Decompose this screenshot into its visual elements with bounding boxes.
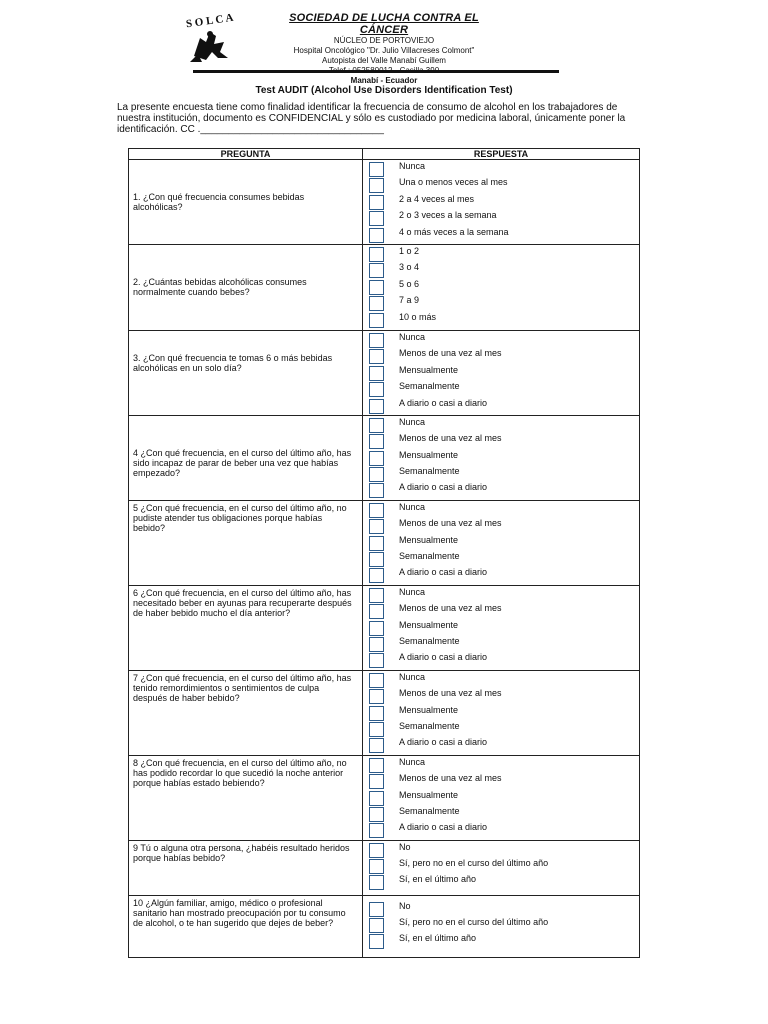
answer-checkbox[interactable] [369, 902, 384, 917]
answer-checkbox[interactable] [369, 178, 384, 193]
answer-label: Nunca [399, 586, 426, 597]
answer-checkbox[interactable] [369, 211, 384, 226]
answer-option [363, 722, 639, 738]
answer-label: Nunca [399, 416, 426, 427]
question-row [129, 244, 640, 330]
question-cell [129, 500, 363, 585]
org-name: SOCIEDAD DE LUCHA CONTRA EL CÁNCER [289, 12, 479, 36]
answer-option [363, 483, 639, 499]
answer-label: Sí, en el último año [399, 933, 477, 944]
answer-label: 7 a 9 [399, 295, 420, 306]
answer-label: Mensualmente [399, 704, 459, 715]
answer-option [363, 418, 639, 434]
answer-label: Semanalmente [399, 381, 460, 392]
question-row [129, 160, 640, 245]
answer-option [363, 902, 639, 918]
answer-checkbox[interactable] [369, 843, 384, 858]
answer-option [363, 859, 639, 875]
answer-label: No [399, 900, 411, 911]
answer-cell [363, 895, 640, 957]
answer-label: 10 o más [399, 311, 437, 322]
answer-option [363, 791, 639, 807]
answer-option [363, 552, 639, 568]
question-text: 7 ¿Con qué frecuencia, en el curso del último año, has tenido remordimientos o sentimientos de culpa después de haber bebido? [133, 672, 352, 703]
answer-label: A diario o casi a diario [399, 397, 488, 408]
answer-option [363, 195, 639, 211]
answer-option [363, 399, 639, 415]
answer-cell [363, 500, 640, 585]
answer-option [363, 366, 639, 382]
answer-label: 4 o más veces a la semana [399, 226, 509, 237]
answer-label: Nunca [399, 756, 426, 767]
answer-label: Semanalmente [399, 805, 460, 816]
question-cell [129, 840, 363, 895]
answer-checkbox[interactable] [369, 722, 384, 737]
answer-checkbox[interactable] [369, 519, 384, 534]
question-row [129, 840, 640, 895]
answer-checkbox[interactable] [369, 552, 384, 567]
answer-label: No [399, 841, 411, 852]
question-row [129, 755, 640, 840]
answer-checkbox[interactable] [369, 653, 384, 668]
answer-cell [363, 670, 640, 755]
answer-checkbox[interactable] [369, 296, 384, 311]
question-cell [129, 755, 363, 840]
answer-label: Mensualmente [399, 449, 459, 460]
answer-label: Semanalmente [399, 720, 460, 731]
answer-checkbox[interactable] [369, 918, 384, 933]
answer-checkbox[interactable] [369, 451, 384, 466]
question-text: 4 ¿Con qué frecuencia, en el curso del último año, has sido incapaz de parar de beber una vez que habías empezado? [133, 447, 352, 478]
answer-label: A diario o casi a diario [399, 822, 488, 833]
answer-label: Menos de una vez al mes [399, 433, 502, 444]
answer-checkbox[interactable] [369, 247, 384, 262]
answer-checkbox[interactable] [369, 483, 384, 498]
answer-option [363, 588, 639, 604]
answer-checkbox[interactable] [369, 503, 384, 518]
svg-text:S O L C A: S O L C A [185, 12, 235, 31]
answer-label: 2 o 3 veces a la semana [399, 210, 497, 221]
answer-checkbox[interactable] [369, 807, 384, 822]
answer-checkbox[interactable] [369, 823, 384, 838]
answer-label: Nunca [399, 161, 426, 171]
answer-checkbox[interactable] [369, 434, 384, 449]
answer-option [363, 568, 639, 584]
answer-option [363, 228, 639, 244]
answer-label: Menos de una vez al mes [399, 688, 502, 699]
answer-checkbox[interactable] [369, 588, 384, 603]
letterhead [270, 12, 498, 86]
answer-label: Sí, en el último año [399, 874, 477, 885]
header-divider [193, 70, 559, 73]
answer-label: A diario o casi a diario [399, 652, 488, 663]
answer-checkbox[interactable] [369, 859, 384, 874]
answer-checkbox[interactable] [369, 706, 384, 721]
question-cell [129, 670, 363, 755]
question-text: 1. ¿Con qué frecuencia consumes bebidas alcohólicas? [133, 192, 305, 212]
answer-checkbox[interactable] [369, 673, 384, 688]
question-cell [129, 585, 363, 670]
answer-checkbox[interactable] [369, 791, 384, 806]
answer-option [363, 333, 639, 349]
answer-option [363, 706, 639, 722]
answer-option [363, 604, 639, 620]
question-cell [129, 244, 363, 330]
answer-option [363, 738, 639, 754]
answer-checkbox[interactable] [369, 399, 384, 414]
question-row [129, 585, 640, 670]
answer-checkbox[interactable] [369, 313, 384, 328]
answer-cell [363, 755, 640, 840]
answer-label: A diario o casi a diario [399, 482, 488, 493]
question-cell [129, 895, 363, 957]
question-row [129, 330, 640, 415]
answer-label: 3 o 4 [399, 262, 420, 273]
question-row [129, 500, 640, 585]
answer-option [363, 162, 639, 178]
answer-label: Nunca [399, 501, 426, 512]
answer-checkbox[interactable] [369, 162, 384, 177]
answer-checkbox[interactable] [369, 467, 384, 482]
answer-label: A diario o casi a diario [399, 737, 488, 748]
answer-checkbox[interactable] [369, 774, 384, 789]
answer-label: Semanalmente [399, 635, 460, 646]
answer-option [363, 875, 639, 891]
answer-option [363, 823, 639, 839]
answer-checkbox[interactable] [369, 349, 384, 364]
answer-checkbox[interactable] [369, 536, 384, 551]
answer-option [363, 349, 639, 365]
question-text: 3. ¿Con qué frecuencia te tomas 6 o más bebidas alcohólicas en un solo día? [133, 352, 333, 373]
question-cell [129, 415, 363, 500]
question-cell [129, 330, 363, 415]
document-title: Test AUDIT (Alcohol Use Disorders Identification Test) [255, 85, 513, 96]
answer-option [363, 918, 639, 934]
answer-label: Mensualmente [399, 534, 459, 545]
answer-label: Menos de una vez al mes [399, 773, 502, 784]
answer-label: 5 o 6 [399, 278, 420, 289]
answer-label: Mensualmente [399, 619, 459, 630]
answer-label: Semanalmente [399, 551, 460, 562]
question-row [129, 415, 640, 500]
answer-label: Una o menos veces al mes [399, 177, 508, 188]
letterhead-location: Manabí - Ecuador [350, 76, 418, 85]
answer-option [363, 467, 639, 483]
answer-label: A diario o casi a diario [399, 567, 488, 578]
answer-option [363, 313, 639, 329]
answer-checkbox[interactable] [369, 195, 384, 210]
answer-checkbox[interactable] [369, 934, 384, 949]
answer-checkbox[interactable] [369, 366, 384, 381]
column-header-answer: RESPUESTA [363, 149, 640, 160]
question-text: 2. ¿Cuántas bebidas alcohólicas consumes normalmente cuando bebes? [133, 276, 307, 297]
answer-checkbox[interactable] [369, 333, 384, 348]
answer-option [363, 280, 639, 296]
answer-checkbox[interactable] [369, 604, 384, 619]
answer-cell [363, 244, 640, 330]
answer-cell [363, 585, 640, 670]
letterhead-line: Hospital Oncológico "Dr. Julio Villacreses Colmont" [293, 46, 475, 55]
answer-checkbox[interactable] [369, 280, 384, 295]
answer-label: Sí, pero no en el curso del último año [399, 917, 549, 928]
question-text: 5 ¿Con qué frecuencia, en el curso del último año, no pudiste atender tus obligaciones porque habías bebido? [133, 502, 347, 533]
answer-option [363, 296, 639, 312]
answer-checkbox[interactable] [369, 875, 384, 890]
answer-option [363, 934, 639, 950]
answer-option [363, 503, 639, 519]
answer-option [363, 211, 639, 227]
answer-option [363, 807, 639, 823]
answer-label: 2 a 4 veces al mes [399, 193, 475, 204]
answer-option [363, 774, 639, 790]
answer-option [363, 178, 639, 194]
answer-option [363, 451, 639, 467]
answer-checkbox[interactable] [369, 689, 384, 704]
answer-option [363, 434, 639, 450]
question-row [129, 895, 640, 957]
question-cell [129, 160, 363, 245]
answer-label: Nunca [399, 331, 426, 342]
answer-checkbox[interactable] [369, 621, 384, 636]
letterhead-line: NÚCLEO DE PORTOVIEJO [333, 36, 435, 45]
answer-option [363, 653, 639, 669]
answer-cell [363, 160, 640, 245]
question-row [129, 670, 640, 755]
answer-label: Nunca [399, 671, 426, 682]
answer-option [363, 843, 639, 859]
question-text: 10 ¿Algún familiar, amigo, médico o profesional sanitario han mostrado preocupación por tu consumo de alcohol, o te han sugerido que dejes de beber? [133, 897, 346, 928]
question-text: 9 Tú o alguna otra persona, ¿habéis resultado heridos porque habías bebido? [133, 842, 350, 863]
answer-label: Semanalmente [399, 466, 460, 477]
answer-option [363, 673, 639, 689]
answer-label: Mensualmente [399, 789, 459, 800]
solca-logo [180, 12, 240, 67]
answer-label: Mensualmente [399, 364, 459, 375]
answer-label: 1 o 2 [399, 245, 420, 256]
answer-label: Menos de una vez al mes [399, 348, 502, 359]
answer-option [363, 519, 639, 535]
answer-checkbox[interactable] [369, 228, 384, 243]
answer-label: Sí, pero no en el curso del último año [399, 858, 549, 869]
answer-option [363, 382, 639, 398]
question-text: 6 ¿Con qué frecuencia, en el curso del último año, has necesitado beber en ayunas para recuperarte después de haber bebido mucho el día anterior? [133, 587, 352, 618]
answer-option [363, 637, 639, 653]
answer-checkbox[interactable] [369, 263, 384, 278]
answer-label: Menos de una vez al mes [399, 518, 502, 529]
question-text: 8 ¿Con qué frecuencia, en el curso del último año, no has podido recordar lo que sucedió la noche anterior porque habías estado bebiendo? [133, 757, 347, 788]
answer-cell [363, 415, 640, 500]
intro-paragraph: La presente encuesta tiene como finalidad identificar la frecuencia de consumo de alcohol en los trabajadores de nuestra institución, documento es CONFIDENCIAL y sólo es custodiado por medicina laboral, únicamente poner la identificación. CC ._________________________________ [117, 102, 626, 135]
answer-cell [363, 330, 640, 415]
answer-checkbox[interactable] [369, 382, 384, 397]
answer-label: Menos de una vez al mes [399, 603, 502, 614]
answer-checkbox[interactable] [369, 738, 384, 753]
answer-checkbox[interactable] [369, 418, 384, 433]
answer-option [363, 758, 639, 774]
answer-cell [363, 840, 640, 895]
answer-option [363, 689, 639, 705]
answer-option [363, 621, 639, 637]
answer-option [363, 263, 639, 279]
answer-checkbox[interactable] [369, 758, 384, 773]
answer-checkbox[interactable] [369, 568, 384, 583]
answer-option [363, 536, 639, 552]
column-header-question: PREGUNTA [129, 149, 363, 160]
letterhead-line: Autopista del Valle Manabí Guillem [322, 56, 446, 65]
answer-checkbox[interactable] [369, 637, 384, 652]
audit-table [128, 148, 640, 958]
answer-option [363, 247, 639, 263]
